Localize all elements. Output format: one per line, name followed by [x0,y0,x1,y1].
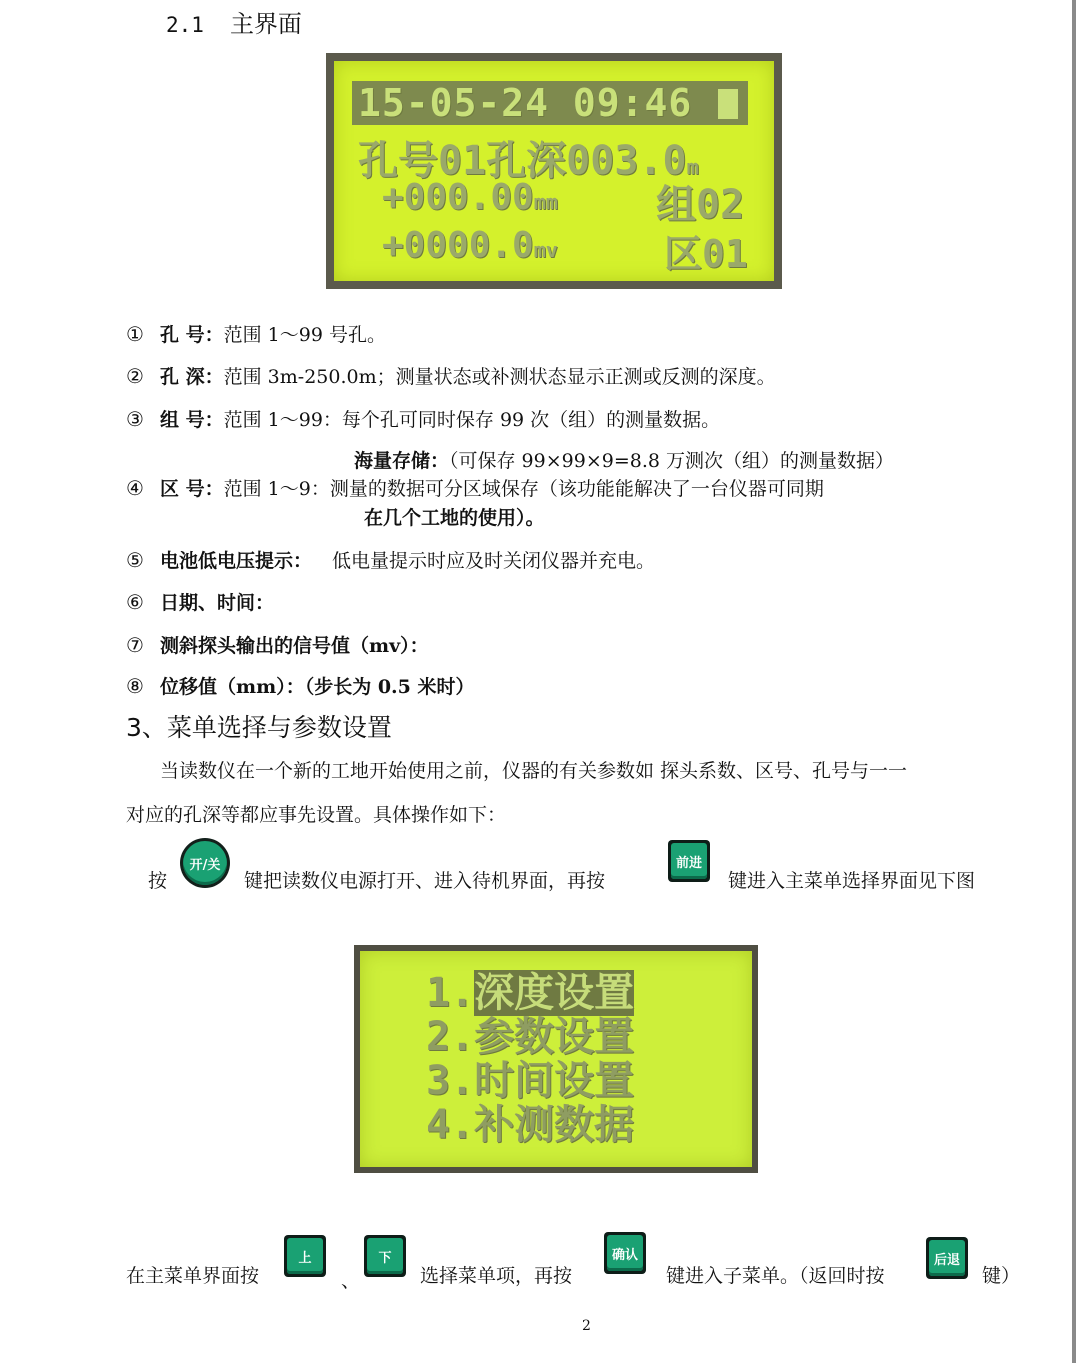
menu-item-supplement: 4.补测数据 [426,1102,635,1148]
item-zone-continuation: 在几个工地的使用）。 [364,507,545,529]
para2-mid: 键把读数仪电源打开、进入待机界面，再按 [244,870,606,892]
lcd-hole-depth-value: 孔号01孔深003.0 [358,138,687,184]
lcd-zone: 区01 [664,232,748,276]
item-signal [126,631,429,658]
confirm-key-label: 确认 [607,1235,643,1271]
up-key-icon [284,1235,326,1277]
lcd-displacement-value: +000.00 [382,177,534,218]
item-group-number [126,405,720,432]
item-text: 低电量提示时应及时关闭仪器并充电。 [332,550,656,572]
para3-mid2: 键进入子菜单。（返回时按 [666,1265,885,1287]
menu-item-params: 2.参数设置 [426,1014,635,1060]
section-title-text: 主界面 [229,10,302,38]
item-text: 范围 3m-250.0m；测量状态或补测状态显示正测或反测的深度。 [223,366,776,388]
item-hole-number [126,320,386,347]
main-screen-photo [326,53,782,289]
forward-key-label: 前进 [671,843,707,879]
item-hole-depth [126,362,776,389]
lcd-signal [382,225,558,266]
item-mark: ⑥ [126,590,144,614]
item-label: 位移值（mm）：（步长为 0.5 米时） [160,676,475,698]
lcd-hole-depth-unit: m [686,155,699,179]
lcd-datetime: 15-05-24 09:46 [358,81,693,125]
item-label: 电池低电压提示： [160,550,313,572]
item-mark: ⑧ [126,674,144,698]
lcd-displacement-unit: mm [533,190,558,214]
para3-prefix: 在主菜单界面按 [126,1265,260,1287]
item-label: 孔 深： [160,366,224,388]
para2-suffix: 键进入主菜单选择界面见下图 [728,870,976,892]
item-label: 组 号： [160,409,224,431]
item-label: 孔 号： [160,324,224,346]
lcd-group: 组02 [656,182,745,228]
menu-screen-photo [354,945,758,1173]
item-mark: ① [126,322,144,346]
lcd-signal-unit: mv [533,238,558,262]
para3-suffix: 键） [982,1265,1021,1287]
page-right-border [1072,0,1076,1363]
item-zone-number [126,474,824,501]
down-key-icon [364,1235,406,1277]
item-mark: ⑦ [126,633,144,657]
power-key-icon [180,838,230,888]
para3-mid: 选择菜单项，再按 [420,1265,573,1287]
back-key-icon [926,1237,968,1279]
lcd-glass [334,61,774,281]
item-mark: ③ [126,407,144,431]
forward-key-icon [668,840,710,882]
battery-icon [718,89,738,119]
menu-item-time: 3.时间设置 [426,1058,635,1104]
item-label: 区 号： [160,478,224,500]
lcd-displacement [382,177,558,218]
up-key-label: 上 [287,1238,323,1274]
item-battery [126,546,655,573]
storage-note-text: （可保存 99×99×9=8.8 万测次（组）的测量数据） [449,450,895,472]
down-key-label: 下 [367,1238,403,1274]
item-label: 测斜探头输出的信号值（mv）： [160,635,429,657]
page-number: 2 [582,1318,591,1334]
item-label: 日期、时间： [160,592,275,614]
item-mark: ② [126,364,144,388]
item-text: 范围 1～99 号孔。 [223,324,386,346]
para2-prefix: 按 [148,870,168,892]
back-key-label: 后退 [929,1240,965,1276]
lcd-menu-glass [360,951,752,1167]
confirm-key-icon [604,1232,646,1274]
item-displacement [126,672,475,699]
menu-item-depth-highlight: 深度设置 [474,970,635,1016]
section-number: 2.1 [166,13,204,37]
para1-line2: 对应的孔深等都应事先设置。具体操作如下： [126,804,507,826]
item-mark: ⑤ [126,548,144,572]
para3-separator: 、 [341,1270,361,1292]
storage-note [354,446,894,473]
menu-item-depth: 1.深度设置 [426,970,635,1016]
item-text: 范围 1～9：测量的数据可分区域保存（该功能能解决了一台仪器可同期 [223,478,824,500]
section-title [166,4,302,39]
section3-title: 3、菜单选择与参数设置 [126,713,392,742]
item-mark: ④ [126,476,144,500]
para1-line1: 当读数仪在一个新的工地开始使用之前，仪器的有关参数如 探头系数、区号、孔号与一一 [160,760,908,782]
power-key-label: 开/关 [183,841,227,885]
lcd-signal-value: +0000.0 [382,225,534,266]
item-datetime [126,588,274,615]
storage-note-label: 海量存储： [354,450,450,472]
item-text: 范围 1～99：每个孔可同时保存 99 次（组）的测量数据。 [223,409,721,431]
